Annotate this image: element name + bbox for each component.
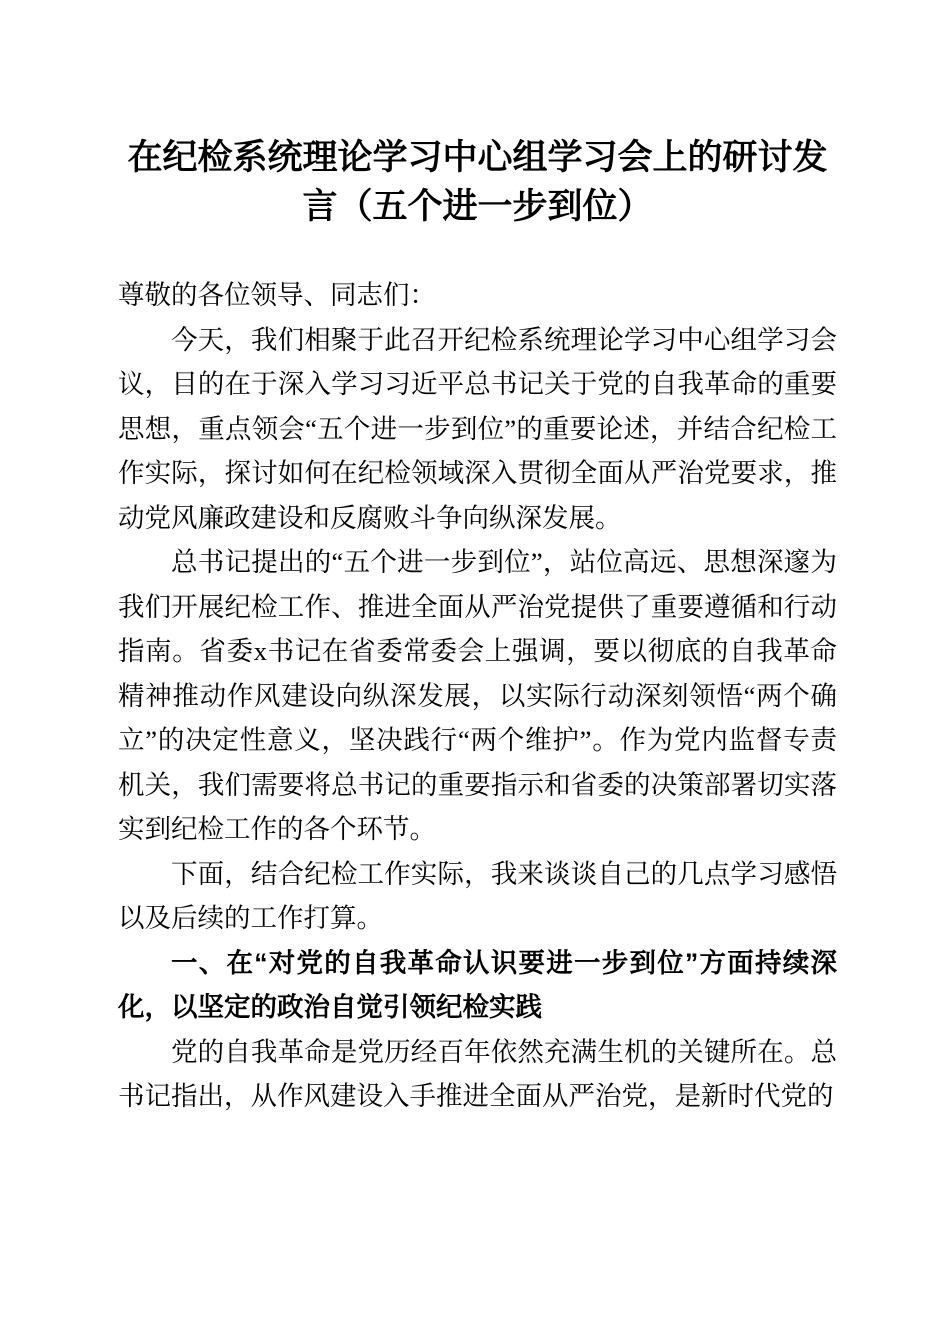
paragraph-transition: 下面，结合纪检工作实际，我来谈谈自己的几点学习感悟以及后续的工作打算。 [118,858,837,933]
salutation-line: 尊敬的各位领导、同志们： [118,280,436,310]
document-title: 在纪检系统理论学习中心组学习会上的研讨发言（五个进一步到位） [127,138,828,226]
section-heading-1: 一、在“对党的自我革命认识要进一步到位”方面持续深化，以坚定的政治自觉引领纪检实践 [118,947,837,1022]
paragraph-self-revolution: 党的自我革命是党历经百年依然充满生机的关键所在。总书记指出，从作风建设入手推进全面从严治党，是新时代党的 [118,1036,837,1111]
document-body [118,273,837,1119]
paragraph-intro: 今天，我们相聚于此召开纪检系统理论学习中心组学习会议，目的在于深入学习习近平总书记关于党的自我革命的重要思想，重点领会“五个进一步到位”的重要论述，并结合纪检工作实际，探讨如何在纪检领域深入贯彻全面从严治党要求，推动党风廉政建设和反腐败斗争向纵深发展。 [118,324,837,533]
paragraph-general-secretary: 总书记提出的“五个进一步到位”，站位高远、思想深邃为我们开展纪检工作、推进全面从严治党提供了重要遵循和行动指南。省委x书记在省委常委会上强调，要以彻底的自我革命精神推动作风建设向纵深发展，以实际行动深刻领悟“两个确立”的决定性意义，坚决践行“两个维护”。作为党内监督专责机关，我们需要将总书记的重要指示和省委的决策部署切实落实到纪检工作的各个环节。 [118,547,837,844]
